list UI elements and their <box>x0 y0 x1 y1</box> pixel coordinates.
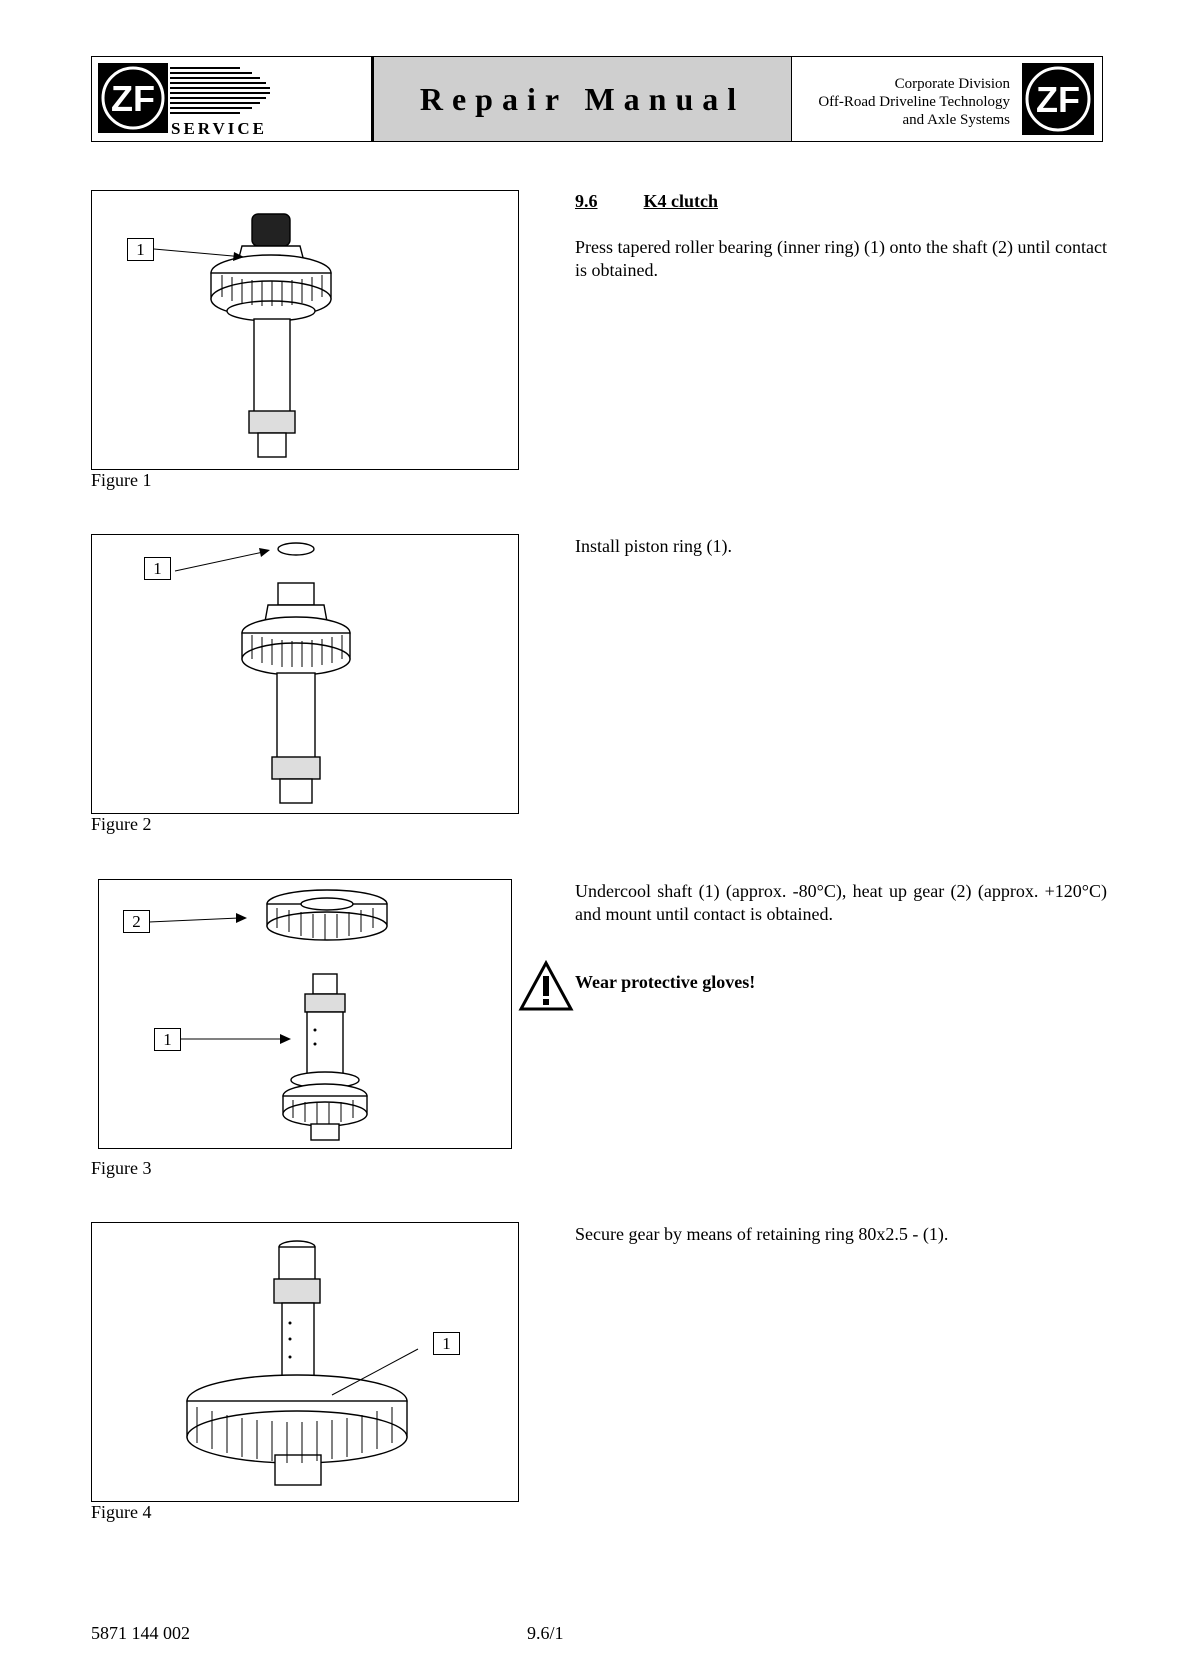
figure-1-caption: Figure 1 <box>91 470 152 490</box>
gear-with-retaining-ring-drawing <box>92 1223 518 1501</box>
title-cell <box>372 57 792 141</box>
section-number: 9.6 <box>575 191 598 211</box>
callout-1: 1 <box>154 1028 181 1051</box>
corporate-line: and Axle Systems <box>902 112 1010 128</box>
corporate-division <box>818 75 1010 129</box>
figure-4-box <box>91 1222 519 1502</box>
figure-3-box <box>98 879 512 1149</box>
callout-1: 1 <box>144 557 171 580</box>
step-1-text: Press tapered roller bearing (inner ring) (1) onto the shaft (2) until contact is obtained. <box>575 237 1107 280</box>
corporate-line: Corporate Division <box>894 76 1010 92</box>
figure-2-box <box>91 534 519 814</box>
page-number: 9.6/1 <box>527 1623 564 1643</box>
warning-text: Wear protective gloves! <box>575 972 756 992</box>
figure-2-caption: Figure 2 <box>91 814 152 834</box>
document-number: 5871 144 002 <box>91 1623 190 1643</box>
figure-4-caption: Figure 4 <box>91 1502 152 1522</box>
step-4-text: Secure gear by means of retaining ring 80x2.5 - (1). <box>575 1224 949 1244</box>
section-title: K4 clutch <box>643 191 718 211</box>
section-heading <box>575 191 718 212</box>
speed-lines-icon <box>170 65 270 119</box>
zf-logo-icon <box>98 63 168 133</box>
corporate-cell <box>792 57 1102 141</box>
service-label: SERVICE <box>171 119 267 138</box>
shaft-with-bearing-drawing <box>92 191 518 469</box>
zf-service-logo-cell <box>92 57 372 141</box>
figure-1-box <box>91 190 519 470</box>
svg-text:ZF: ZF <box>1036 79 1080 120</box>
step-3-text: Undercool shaft (1) (approx. -80°C), heat up gear (2) (approx. +120°C) and mount until contact is obtained. <box>575 881 1107 924</box>
callout-1: 1 <box>127 238 154 261</box>
callout-1: 1 <box>433 1332 460 1355</box>
figure-3-caption: Figure 3 <box>91 1158 152 1178</box>
step-2-text: Install piston ring (1). <box>575 536 732 556</box>
zf-logo-icon <box>1022 63 1094 135</box>
page-header <box>91 56 1103 142</box>
document-title: Repair Manual <box>419 80 746 117</box>
corporate-line: Off-Road Driveline Technology <box>818 94 1010 110</box>
callout-2: 2 <box>123 910 150 933</box>
warning-triangle-icon <box>518 960 574 1012</box>
svg-text:ZF: ZF <box>111 78 155 119</box>
shaft-and-gear-drawing <box>99 880 511 1148</box>
